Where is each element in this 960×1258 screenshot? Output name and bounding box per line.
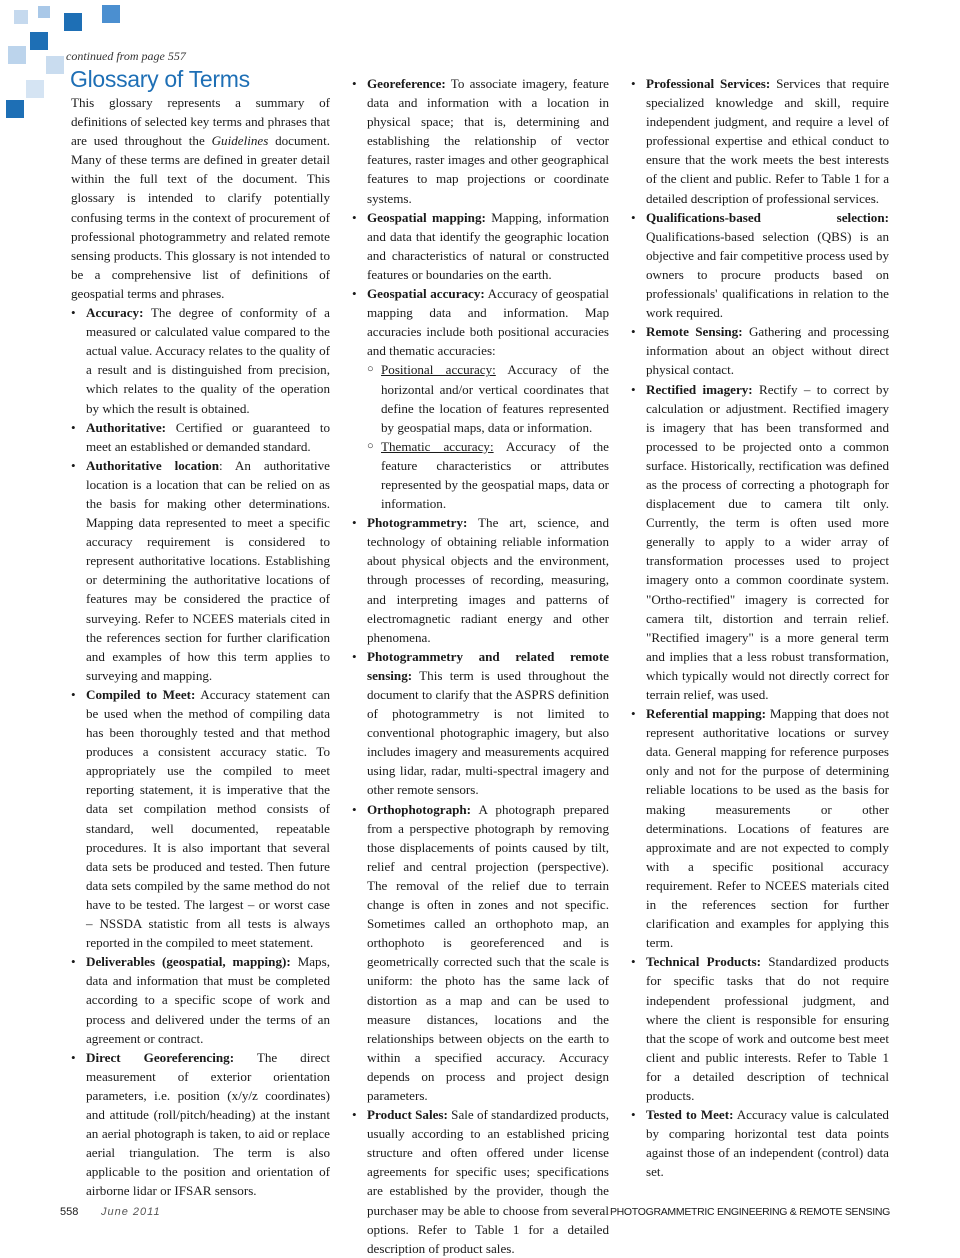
glossary-term: Referential mapping: <box>646 706 766 722</box>
sub-entry <box>367 437 609 513</box>
glossary-list-3 <box>631 74 889 1181</box>
glossary-term: Professional Services: <box>646 76 771 91</box>
glossary-entry <box>631 74 889 208</box>
glossary-entry <box>631 322 889 379</box>
glossary-definition: Accuracy of geospatial mapping data and information. Map accuracies include both positional accuracies and thematic accuracies: <box>367 286 609 359</box>
glossary-definition: Sale of standardized products, usually according to an established pricing structure and often offered under license agreements for specific uses; specifications are established by the provider, though the purchaser may be able to choose from several options. Refer to Table 1 for a detailed description of product sales. <box>367 1107 609 1256</box>
glossary-entry <box>631 380 889 705</box>
column-3 <box>631 74 889 1181</box>
glossary-entry <box>352 284 609 513</box>
glossary-definition: Certified or guaranteed to meet an established or demanded standard. <box>86 419 330 454</box>
glossary-definition: A photograph prepared from a perspective photograph by removing those displacements of points caused by tilt, relief and central projection (perspective). The removal of the relief due to terrain change is often in zones and not specific. Sometimes called an orthophoto map, an orthophoto is georeferenced and is geometrically corrected such that the scale is uniform: the photo has the same lack of distortion as a map and can be used to measure distances, locations and the relationships between objects on the earth to within a specified accuracy. Accuracy depends on process and project design parameters. <box>367 801 609 1103</box>
glossary-definition: To associate imagery, feature data and information with a location in physical space; that is, determining and establishing the relationship of vector features, raster images and other geographical features to map projections or coordinate systems. <box>367 76 609 206</box>
glossary-entry <box>71 952 330 1047</box>
glossary-term: Qualifications-based selection: <box>646 209 889 225</box>
journal-name: PHOTOGRAMMETRIC ENGINEERING & REMOTE SENSING <box>609 1206 890 1218</box>
glossary-definition: The degree of conformity of a measured or calculated value compared to the actual value. Accuracy relates to the quality of a result and is distinguished from precision, which relates to the quality of the operation by which the result is obtained. <box>86 305 330 416</box>
glossary-term: Deliverables (geospatial, mapping): <box>86 954 291 970</box>
intro-paragraph: This glossary represents a summary of definitions of selected key terms and phrases that are used throughout the Guidelines document. Many of these terms are defined in greater detail within the full text of the document. This glossary is intended to clarify potentially confusing terms in the context of procurement of professional photogrammetry and related remote sensing products. This glossary is not intended to be a comprehensive list of definitions of geospatial terms and phrases. <box>71 95 330 301</box>
glossary-definition: Rectify – to correct by calculation or adjustment. Rectified imagery is imagery that has been transformed and processed to be projected onto a common surface. Historically, rectification was defined as the process of correcting a photograph for displacement due to camera tilt only. Currently, the term is often used more generally to apply to a wider array of transformation processes used to project imagery onto a common coordinate system. "Ortho-rectified" imagery is corrected for camera tilt, distortion and terrain relief. "Rectified imagery" is a more general term and implies that a less robust transformation, which typically would not directly correct for terrain relief, was used. <box>646 381 889 702</box>
glossary-term: Authoritative: <box>86 419 167 435</box>
glossary-definition: Maps, data and information that must be completed according to a specific scope of work and process and delivered under the terms of an agreement or contract. <box>86 954 330 1046</box>
sub-definition: Accuracy of the horizontal and/or vertical coordinates that define the location of features represented by geospatial maps, data or information. <box>381 362 609 435</box>
glossary-list-1 <box>71 303 330 1200</box>
glossary-term: Accuracy: <box>86 305 144 321</box>
glossary-definition: Mapping that does not represent authoritative locations or survey data. General mapping for reference purposes only and not for the purpose of determining reliable locations to be used as the basis for making measurements or other determinations. Locations of features are approximate and are not expected to comply with a specific positional accuracy requirement. Refer to NCEES materials cited in the references section for further clarification and examples for applying this term. <box>646 706 889 951</box>
glossary-term: Technical Products: <box>646 954 761 970</box>
glossary-entry <box>631 952 889 1105</box>
sub-list <box>367 360 609 513</box>
glossary-definition: Services that require specialized knowledge and skill, require independent judgment, and require a level of professional expertise and ethical conduct to ensure that the work meets the best interests of the client and public. Refer to Table 1 for a detailed description of professional services. <box>646 76 890 206</box>
glossary-term: Photogrammetry and related remote sensing: <box>367 648 609 683</box>
glossary-entry <box>71 303 330 418</box>
glossary-entry <box>352 800 609 1106</box>
glossary-definition: Gathering and processing information about an object without direct physical contact. <box>646 324 889 378</box>
glossary-term: Rectified imagery: <box>646 381 753 397</box>
glossary-entry <box>71 1048 330 1201</box>
glossary-definition: Mapping, information and data that identify the geographic location and characteristics of natural or constructed features or boundaries on the earth. <box>367 209 609 282</box>
glossary-entry <box>352 74 609 208</box>
sub-definition: Accuracy of the feature characteristics or attributes represented by the geospatial maps, data or information. <box>381 438 609 512</box>
glossary-term: Geospatial mapping: <box>367 209 486 225</box>
glossary-definition: Standardized products for specific tasks that do not require independent professional judgment, and where the client is responsible for ensuring that the scope of work and outcome best meet client and public interests. Refer to Table 1 for a detailed description of technical products. <box>646 954 889 1103</box>
glossary-entry <box>71 685 330 952</box>
glossary-term: Photogrammetry: <box>367 515 468 531</box>
glossary-entry <box>352 647 609 800</box>
glossary-definition: The art, science, and technology of obtaining reliable information about physical objects and the environment, through processes of recording, measuring, and interpreting images and patterns of electromagnetic radiant energy and other phenomena. <box>367 515 609 645</box>
glossary-term: Compiled to Meet: <box>86 686 196 702</box>
glossary-term: Authoritative location <box>86 457 219 473</box>
page-title: Glossary of Terms <box>70 66 250 92</box>
glossary-entry <box>631 1105 889 1181</box>
column-2 <box>352 74 609 1258</box>
column-1 <box>71 93 330 1200</box>
glossary-definition: Accuracy statement can be used when the method of compiling data has been thoroughly tested and that method produces a consistent accuracy static. To appropriately use the compiled to meet reporting statement, it is imperative that the data set compilation method consists of standard, well documented, repeatable procedures. It is also important that several data sets be produced and tested. Then future data sets compiled by the same method do not have to be tested. The largest – or worst case – NSSDA statistic from all tests is always reported in the compiled to meet statement. <box>86 686 330 951</box>
glossary-entry <box>631 704 889 952</box>
sub-term: Thematic accuracy: <box>381 438 494 454</box>
glossary-entry <box>71 456 330 685</box>
sub-entry <box>367 360 609 436</box>
page-number: 558 <box>60 1206 79 1218</box>
sub-term: Positional accuracy: <box>381 362 496 378</box>
glossary-entry <box>352 208 609 284</box>
glossary-term: Orthophotograph: <box>367 801 472 817</box>
glossary-term: Geospatial accuracy: <box>367 286 485 302</box>
glossary-definition: : An authoritative location is a location that can be relied on as the basis for making other determinations. Mapping data represented to meet a specific accuracy requirement is considered to represent authoritative locations. Establishing or determining the authoritative locations of features may be considered the practice of surveying. Refer to NCEES materials cited in the references section for further clarification and examples of how this term applies to surveying and mapping. <box>86 457 330 683</box>
glossary-term: Direct Georeferencing: <box>86 1049 235 1065</box>
glossary-term: Tested to Meet: <box>646 1107 734 1123</box>
glossary-entry <box>352 1105 609 1258</box>
glossary-entry <box>352 513 609 647</box>
glossary-term: Remote Sensing: <box>646 324 743 340</box>
glossary-list-2 <box>352 74 609 1258</box>
glossary-definition: Accuracy value is calculated by comparing horizontal test data points against those of an independent (control) data set. <box>646 1107 889 1180</box>
glossary-definition: The direct measurement of exterior orientation parameters, i.e. position (x/y/z coordinates) and attitude (roll/pitch/heading) at the instant an aerial photograph is taken, to aid or replace aerial triangulation. The term is also applicable to the position and orientation of airborne lidar or IFSAR sensors. <box>86 1049 330 1199</box>
glossary-entry <box>71 418 330 456</box>
glossary-term: Georeference: <box>367 76 446 91</box>
glossary-definition: Qualifications-based selection (QBS) is an objective and fair competitive process used by owners to procure products based on professionals' qualifications in relation to the work required. <box>646 228 889 321</box>
glossary-entry <box>631 208 889 323</box>
issue-date: June 2011 <box>101 1206 161 1218</box>
glossary-term: Product Sales: <box>367 1107 448 1123</box>
glossary-definition: This term is used throughout the document to clarify that the ASPRS definition of photogrammetry is not limited to conventional photographic imagery, but also includes imagery and measurements acquired using lidar, radar, multi-spectral imagery and other remote sensors. <box>367 667 609 798</box>
continued-note: continued from page 557 <box>66 49 186 63</box>
